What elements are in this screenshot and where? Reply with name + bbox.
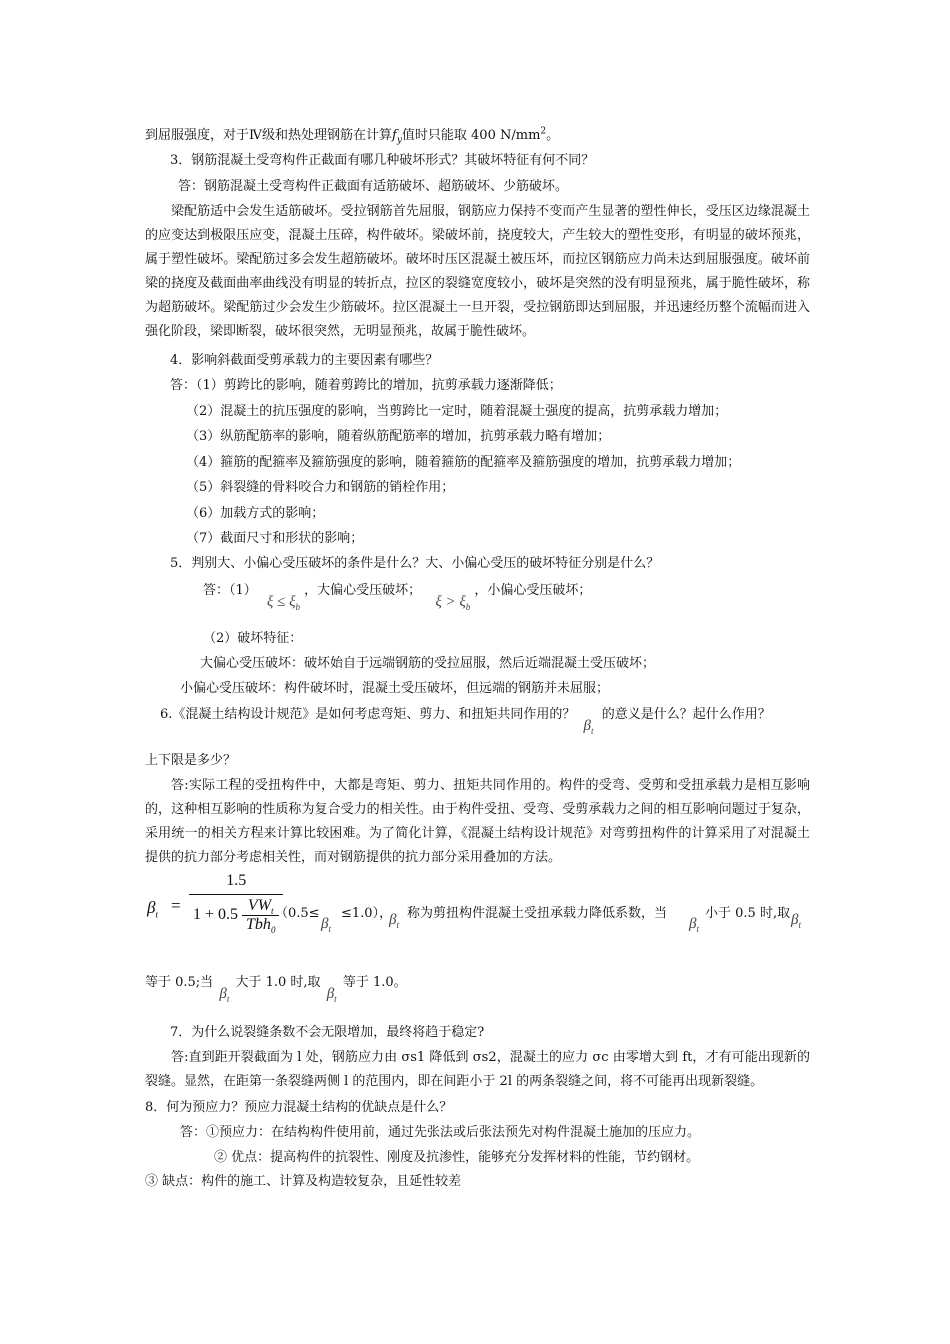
answer-4-item-1: 答：（1）剪跨比的影响，随着剪跨比的增加，抗剪承载力逐渐降低；: [170, 378, 562, 393]
answer-7-paragraph: 答:直到距开裂截面为 l 处，钢筋应力由 σs1 降低到 σs2，混凝土的应力 σc 由零增大到 ft，才有可能出现新的裂缝。显然，在距第一条裂缝两侧 l 的范围内，即在间距小于 2l 的两条裂缝之间，将不可能再出现新裂缝。: [145, 1050, 810, 1089]
beta-t-symbol: $\beta_t$: [389, 912, 399, 930]
formula-beta-t: $\beta_t$: [147, 898, 158, 920]
formula-xi-gt-xib: $\xi > \xi_b$: [435, 594, 471, 612]
question-8: 8．何为预应力？预应力混凝土结构的优缺点是什么？: [145, 1100, 453, 1115]
answer-3-intro: 答：钢筋混凝土受弯构件正截面有适筋破坏、超筋破坏、少筋破坏。: [178, 179, 569, 194]
beta-t-symbol: $\beta_t$: [326, 986, 337, 1004]
beta-t-symbol: $\beta_t$: [791, 912, 801, 930]
answer-5-large-eccentric: 大偏心受压破坏：破坏始自于远端钢筋的受拉屈服，然后近端混凝土受压破坏；: [200, 656, 656, 671]
answer-6-paragraph: 答:实际工程的受扭构件中，大都是弯矩、剪力、扭矩共同作用的。构件的受弯、受剪和受扭承载力是相互影响的，这种相互影响的性质称为复合受力的相关性。由于构件受扭、受弯、受剪承载力之间的相互影响问题过于复杂，采用统一的相关方程来计算比较困难。为了简化计算，《混凝土结构设计规范》对弯剪扭构件的计算采用了对混凝土提供的抗力部分考虑相关性，而对钢筋提供的抗力部分采用叠加的方法。: [145, 778, 810, 865]
answer-5-small-eccentric: 小偏心受压破坏：构件破坏时，混凝土受压破坏，但远端的钢筋并未屈服；: [180, 681, 610, 696]
beta-t-symbol: $\beta_t$: [321, 916, 331, 934]
question-4: 4．影响斜截面受剪承载力的主要因素有哪些？: [170, 353, 439, 368]
formula-conditions-line: 等于 0.5;当 $\beta_t$ 大于 1.0 时,取 $\beta_t$ 等于 1.0。: [145, 975, 407, 1004]
answer-4-item-2: （2）混凝土的抗压强度的影响，当剪跨比一定时，随着混凝土强度的提高，抗剪承载力增加；: [186, 404, 728, 419]
answer-3-paragraph: 梁配筋适中会发生适筋破坏。受拉钢筋首先屈服，钢筋应力保持不变而产生显著的塑性伸长，受压区边缘混凝土的应变达到极限压应变，混凝土压碎，构件破坏。梁破坏前，挠度较大，产生较大的塑性变形，有明显的破坏预兆，属于塑性破坏。梁配筋过多会发生超筋破坏。破坏时压区混凝土被压坏，而拉区钢筋应力尚未达到屈服强度。破坏前梁的挠度及截面曲率曲线没有明显的转折点，拉区的裂缝宽度较小，破坏是突然的没有明显预兆，属于脆性破坏，称为超筋破坏。梁配筋过少会发生少筋破坏。拉区混凝土一旦开裂，受拉钢筋即达到屈服，并迅速经历整个流幅而进入强化阶段，梁即断裂，破坏很突然，无明显预兆，故属于脆性破坏。: [145, 204, 810, 339]
answer-8-disadvantages: ③ 缺点：构件的施工、计算及构造较复杂，且延性较差: [145, 1174, 462, 1189]
answer-5-condition: 答：（1） $\xi \le \xi_b$ ，大偏心受压破坏； $\xi > \xi_b$ ，小偏心受压破坏；: [203, 583, 592, 612]
beta-t-symbol: $\beta_t$: [689, 916, 699, 934]
question-5: 5．判别大、小偏心受压破坏的条件是什么？大、小偏心受压的破坏特征分别是什么？: [170, 556, 660, 571]
answer-4-item-3: （3）纵筋配筋率的影响，随着纵筋配筋率的增加，抗剪承载力略有增加；: [186, 429, 611, 444]
formula-xi-le-xib: $\xi \le \xi_b$: [266, 594, 301, 612]
answer-5-features-heading: （2）破坏特征：: [203, 631, 303, 646]
question-7: 7．为什么说裂缝条数不会无限增加，最终将趋于稳定?: [170, 1025, 485, 1040]
text-line: 到屈服强度，对于Ⅳ级和热处理钢筋在计算$f_y$值时只能取 400 $N/mm^2$。: [145, 126, 560, 146]
answer-4-item-4: （4）箍筋的配箍率及箍筋强度的影响，随着箍筋的配箍率及箍筋强度的增加，抗剪承载力增加；: [186, 455, 741, 470]
answer-8-advantages: ② 优点：提高构件的抗裂性、刚度及抗渗性，能够充分发挥材料的性能，节约钢材。: [214, 1150, 700, 1165]
answer-4-item-5: （5）斜裂缝的骨料咬合力和钢筋的销栓作用；: [186, 480, 455, 495]
answer-8-definition: 答：①预应力：在结构构件使用前，通过先张法或后张法预先对构件混凝土施加的压应力。: [180, 1125, 701, 1140]
question-3: 3．钢筋混凝土受弯构件正截面有哪几种破坏形式？其破坏特征有何不同？: [170, 153, 595, 168]
beta-t-formula-block: $\beta_t$ = 1.5 1 + 0.5 $\frac{VW_t}{Tbh_0}$ （0.5≤ $\beta_t$ ≤1.0）， $\beta_t$ 称为剪扭构件混凝土受扭承载力降低系数，当 $\beta_t$ 小于 0.5 时,取 $\beta_t$: [147, 872, 801, 936]
beta-t-symbol: $\beta_t$: [219, 986, 230, 1004]
beta-t-symbol: $\beta_t$: [583, 718, 594, 736]
answer-4-item-6: （6）加载方式的影响；: [186, 506, 325, 521]
question-6: 6.《混凝土结构设计规范》是如何考虑弯矩、剪力、和扭矩共同作用的？ $\beta_t$ 的意义是什么？起什么作用？: [160, 707, 771, 736]
formula-fraction: 1.5 1 + 0.5 $\frac{VW_t}{Tbh_0}$: [189, 872, 283, 934]
question-6-continued: 上下限是多少？: [145, 753, 237, 768]
answer-4-item-7: （7）截面尺寸和形状的影响；: [186, 531, 364, 546]
